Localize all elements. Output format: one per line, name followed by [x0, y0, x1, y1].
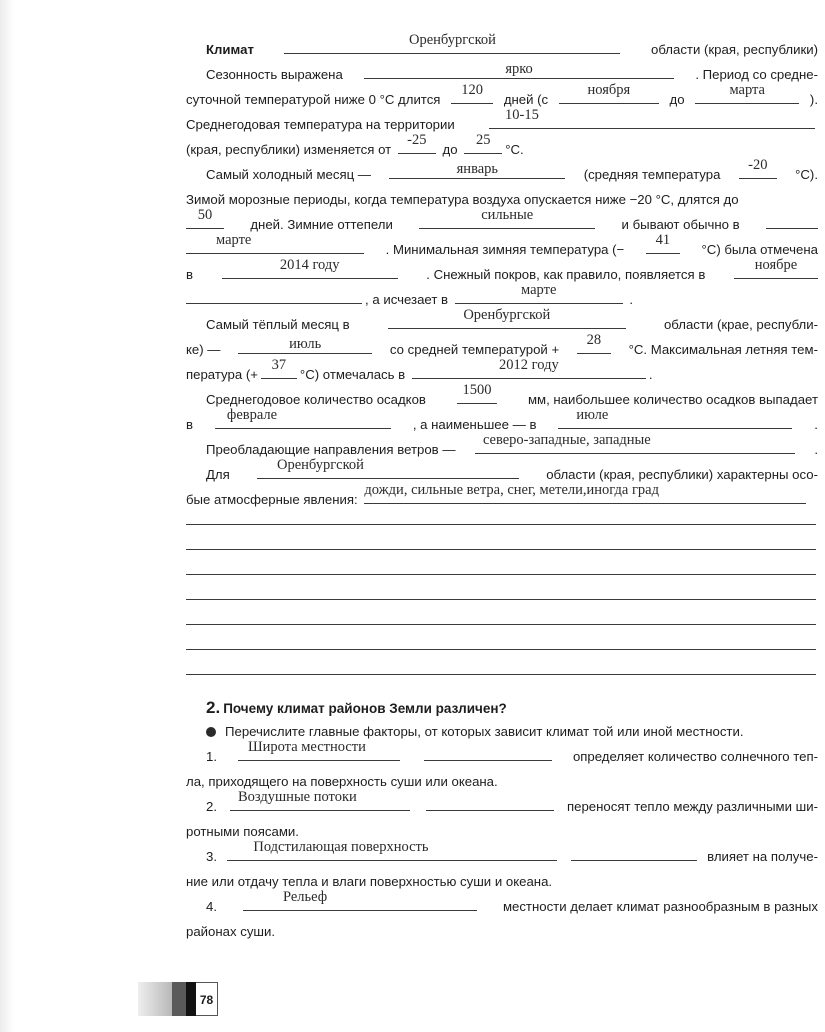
footer-gradient-block [138, 982, 172, 1016]
factor-1-cont: ла, приходящего на поверхность суши или океана. [186, 774, 498, 789]
winds-line: Преобладающие направления ветров — северо-западные, западные . [206, 432, 818, 457]
page-number-tab [138, 982, 218, 1016]
factor-1-field-b[interactable] [424, 746, 552, 761]
snow-end-field[interactable]: марте [455, 289, 623, 304]
min-temp-line: марте . Минимальная зимняя температура (− 41 °С) была отмечена [186, 238, 818, 262]
phenomena-region-line: Для Оренбургской области (края, республики) характерны осо- [206, 457, 818, 482]
thaw-month-field[interactable]: марте [186, 239, 364, 254]
max-temp-field[interactable]: 37 [261, 364, 297, 379]
snow-start-field-cont[interactable] [186, 289, 362, 304]
thaw-strength-field[interactable]: сильные [419, 214, 595, 229]
max-temp-line: пература (+ 37 °С) отмечалась в 2012 году . [186, 357, 653, 382]
snow-start-field[interactable]: ноябре [734, 264, 818, 279]
factor-2-field-a[interactable]: Воздушные потоки [230, 796, 410, 811]
question-2-heading: 2. Почему климат районов Земли различен? [206, 698, 507, 717]
writing-line[interactable] [186, 599, 816, 600]
warm-temp-field[interactable]: 28 [577, 339, 611, 354]
factor-4-field[interactable]: Рельеф [243, 896, 477, 911]
warmest-month-line: Самый тёплый месяц в Оренбургской области (крае, республи- [206, 307, 818, 332]
coldest-month-field[interactable]: январь [389, 164, 565, 179]
precip-field[interactable]: 1500 [457, 389, 497, 404]
precip-min-field[interactable]: июле [558, 414, 792, 429]
min-temp-year-line: в 2014 году . Снежный покров, как правило, появляется в ноябре [186, 263, 818, 287]
writing-line[interactable] [186, 549, 816, 550]
annual-temp-field[interactable]: 10-15 [489, 114, 815, 129]
footer-black-block [186, 982, 196, 1016]
phenomena-field[interactable]: дожди, сильные ветра, снег, метели,иногда град [364, 489, 806, 504]
frost-days-field[interactable]: 50 [186, 214, 224, 229]
writing-line[interactable] [186, 649, 816, 650]
footer-dark-block [172, 982, 186, 1016]
coldest-temp-field[interactable]: -20 [739, 164, 777, 179]
max-temp-year-field[interactable]: 2012 году [412, 364, 646, 379]
precip-months-line: в феврале , а наименьшее — в июле . [186, 407, 818, 432]
precip-line: Среднегодовое количество осадков 1500 мм, наибольшее количество осадков выпадает [206, 382, 818, 407]
annual-temp-line: Среднегодовая температура на территории 10-15 [186, 113, 818, 137]
cold-end-field[interactable]: марта [695, 89, 799, 104]
precip-max-field[interactable]: феврале [215, 414, 391, 429]
page-number: 78 [196, 982, 218, 1016]
min-temp-year-field[interactable]: 2014 году [222, 264, 398, 279]
temp-min-field[interactable]: -25 [398, 139, 436, 154]
warm-region-field[interactable]: Оренбургской [388, 314, 626, 329]
factor-3-cont: ние или отдачу тепла и влаги поверхностью суши и океана. [186, 874, 553, 889]
factor-2-field-b[interactable] [426, 796, 554, 811]
factor-1-line: 1. Широта местности определяет количество солнечного теп- [206, 739, 818, 764]
climate-line: Климат Оренбургской области (края, республики) [206, 32, 818, 57]
climate-heading: Климат [206, 42, 254, 57]
page-fold-shadow [0, 0, 14, 1032]
factor-2-line: 2. Воздушные потоки переносят тепло между различными ши- [206, 789, 818, 814]
cold-start-field[interactable]: ноября [559, 89, 659, 104]
writing-line[interactable] [186, 574, 816, 575]
temp-max-field[interactable]: 25 [464, 139, 502, 154]
min-temp-field[interactable]: 41 [646, 239, 680, 254]
thaw-month-field-start[interactable] [766, 214, 818, 229]
instruction-line: Перечислите главные факторы, от которых зависит климат той или иной местности. [206, 720, 818, 744]
frost-period-line: Зимой морозные периоды, когда температура воздуха опускается ниже −20 °С, длятся до [186, 192, 739, 207]
cold-days-field[interactable]: 120 [451, 89, 493, 104]
winds-field[interactable]: северо-западные, западные [475, 439, 795, 454]
factor-4-line: 4. Рельеф местности делает климат разнообразным в разных [206, 889, 818, 914]
writing-line[interactable] [186, 624, 816, 625]
factor-3-field-b[interactable] [571, 846, 697, 861]
cold-period-line: суточной температурой ниже 0 °С длится 120 дней (с ноября до марта ). [186, 82, 818, 107]
writing-line[interactable] [186, 674, 816, 675]
writing-line[interactable] [186, 524, 816, 525]
seasonality-answer-field[interactable]: ярко [364, 64, 674, 79]
thaw-line: 50 дней. Зимние оттепели сильные и бывают обычно в [186, 213, 818, 237]
bullet-icon [206, 727, 216, 737]
phenomena-region-field[interactable]: Оренбургской [257, 464, 519, 479]
snow-end-line: , а исчезает в марте . [186, 288, 818, 312]
coldest-month-line: Самый холодный месяц — январь (средняя температура -20 °С). [206, 157, 818, 182]
seasonality-line: Сезонность выражена ярко . Период со средне- [206, 61, 818, 82]
factor-1-field-a[interactable]: Широта местности [238, 746, 400, 761]
factor-2-cont: ротными поясами. [186, 824, 299, 839]
temp-range-line: (края, республики) изменяется от -25 до 25 °С. [186, 132, 524, 157]
factor-4-cont: районах суши. [186, 924, 276, 939]
factor-3-line: 3. Подстилающая поверхность влияет на получе- [206, 839, 818, 864]
phenomena-line: бые атмосферные явления: дожди, сильные ветра, снег, метели,иногда град [186, 488, 818, 512]
region-answer-field[interactable]: Оренбургской [284, 39, 620, 54]
warmest-month-field[interactable]: июль [238, 339, 372, 354]
factor-3-field-a[interactable]: Подстилающая поверхность [227, 846, 557, 861]
warm-temp-line: ке) — июль со средней температурой + 28 °С. Максимальная летняя тем- [186, 332, 818, 357]
